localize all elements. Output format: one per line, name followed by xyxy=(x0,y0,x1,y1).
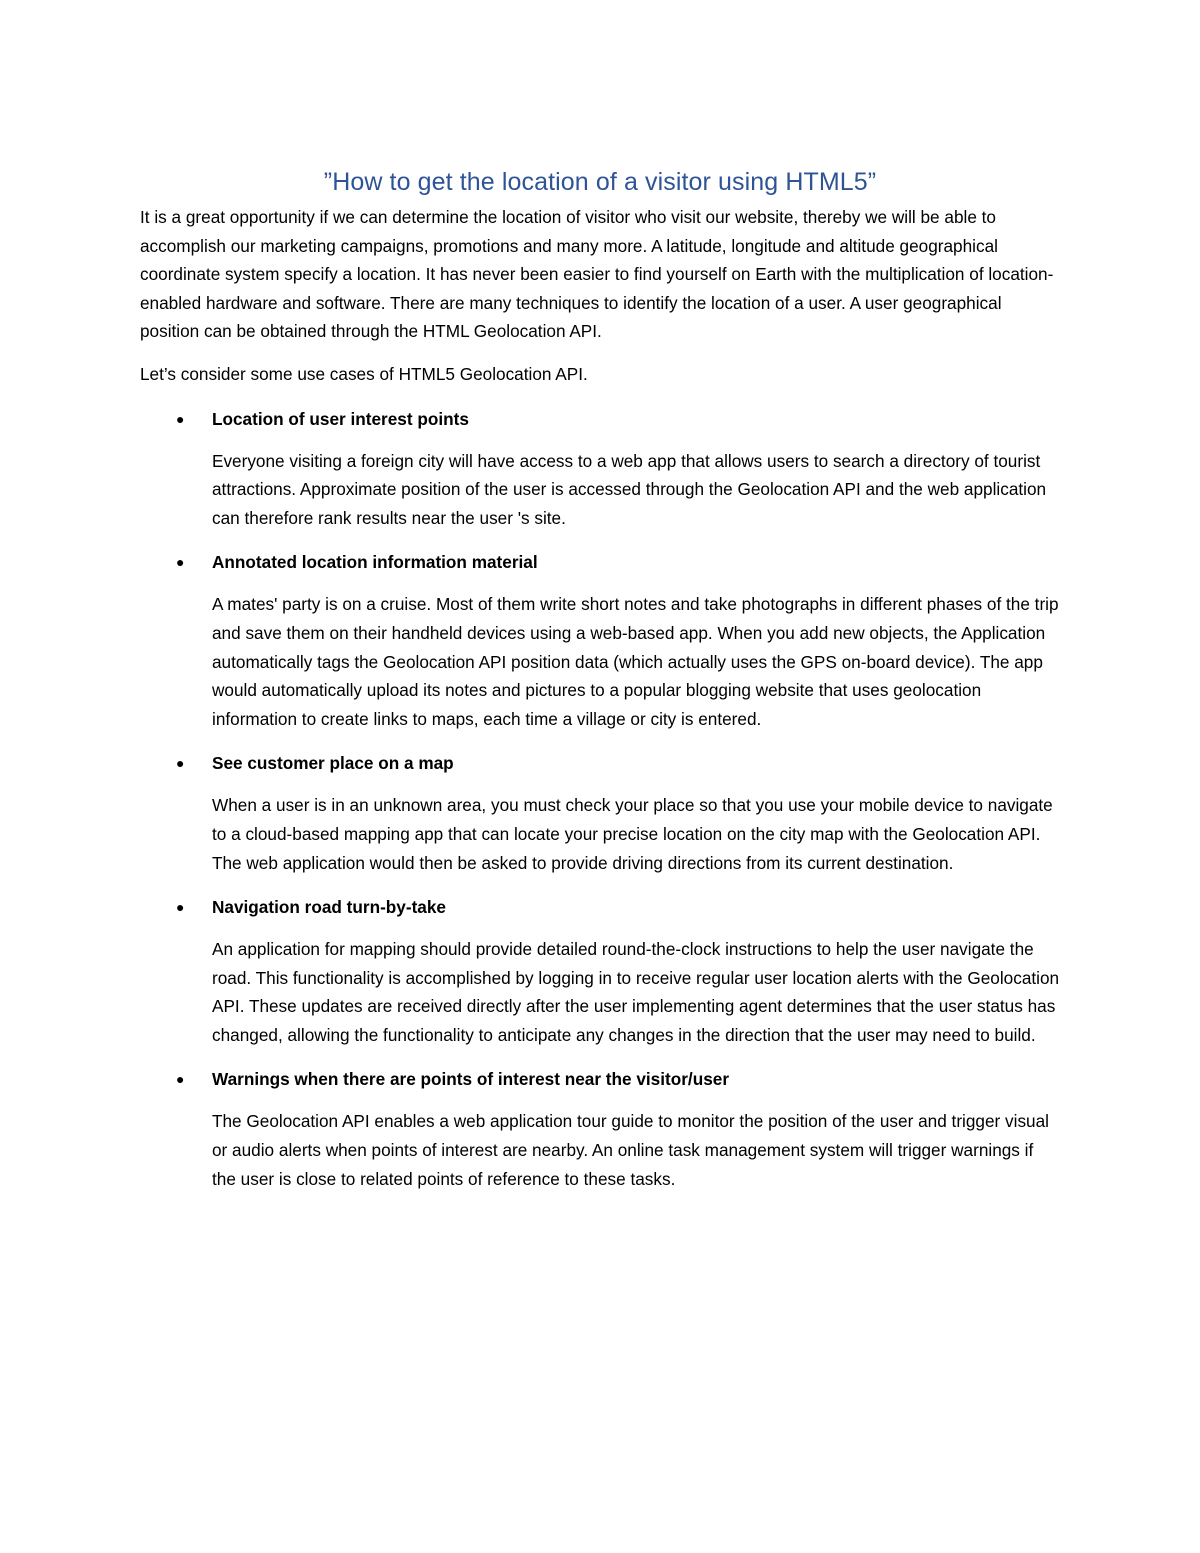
list-item-location-interest-points xyxy=(176,405,1060,533)
list-item-heading-row xyxy=(176,405,1060,433)
list-item-heading: Location of user interest points xyxy=(212,408,469,429)
document-title: ”How to get the location of a visitor using HTML5” xyxy=(323,168,877,196)
list-item-annotated-location xyxy=(176,548,1060,733)
intro-paragraph: It is a great opportunity if we can determine the location of visitor who visit our website, thereby we will be able to accomplish our marketing campaigns, promotions and many more. A latitude, longitude and altitude geographical coordinate system specify a location. It has never been easier to find yourself on Earth with the multiplication of location-enabled hardware and software. There are many techniques to identify the location of a user. A user geographical position can be obtained through the HTML Geolocation API. xyxy=(140,207,1054,342)
list-item-body: The Geolocation API enables a web application tour guide to monitor the position of the user and trigger visual or audio alerts when points of interest are nearby. An online task management system will trigger warnings if the user is close to related points of reference to these tasks. xyxy=(212,1111,1049,1189)
list-item-body: A mates' party is on a cruise. Most of them write short notes and take photographs in different phases of the trip and save them on their handheld devices using a web-based app. When you add new objects, the Application automatically tags the Geolocation API position data (which actually uses the GPS on-board device). The app would automatically upload its notes and pictures to a popular blogging website that uses geolocation information to create links to maps, each time a village or city is entered. xyxy=(212,594,1059,729)
list-item-heading-row xyxy=(176,1065,1060,1093)
bullet-icon: ● xyxy=(176,755,185,772)
bullet-icon: ● xyxy=(176,554,185,571)
bullet-icon: ● xyxy=(176,410,185,427)
list-item-body: Everyone visiting a foreign city will have access to a web app that allows users to search a directory of tourist attractions. Approximate position of the user is accessed through the Geolocation API and the web application can therefore rank results near the user 's site. xyxy=(212,450,1047,528)
lead-paragraph: Let’s consider some use cases of HTML5 Geolocation API. xyxy=(140,363,588,384)
bullet-icon: ● xyxy=(176,1071,185,1088)
list-item-heading-row xyxy=(176,893,1060,921)
bullet-icon: ● xyxy=(176,899,185,916)
list-item-customer-place-map xyxy=(176,749,1060,877)
list-item-body: An application for mapping should provide detailed round-the-clock instructions to help the user navigate the road. This functionality is accomplished by logging in to receive regular user location alerts with the Geolocation API. These updates are received directly after the user implementing agent determines that the user status has changed, allowing the functionality to anticipate any changes in the direction that the user may need to build. xyxy=(212,939,1060,1045)
list-item-navigation-road xyxy=(176,893,1060,1049)
list-item-heading: See customer place on a map xyxy=(212,753,454,774)
document-page xyxy=(140,168,1060,1209)
list-item-heading-row xyxy=(176,548,1060,576)
list-item-heading-row xyxy=(176,749,1060,777)
list-item-heading: Annotated location information material xyxy=(212,552,538,573)
list-item-heading: Warnings when there are points of interest near the visitor/user xyxy=(212,1069,730,1090)
list-item-warnings-points-of-interest xyxy=(176,1065,1060,1193)
list-item-body: When a user is in an unknown area, you must check your place so that you use your mobile device to navigate to a cloud-based mapping app that can locate your precise location on the city map with the Geolocation API. The web application would then be asked to provide driving directions from its current destination. xyxy=(212,795,1053,873)
list-item-heading: Navigation road turn-by-take xyxy=(212,897,446,918)
